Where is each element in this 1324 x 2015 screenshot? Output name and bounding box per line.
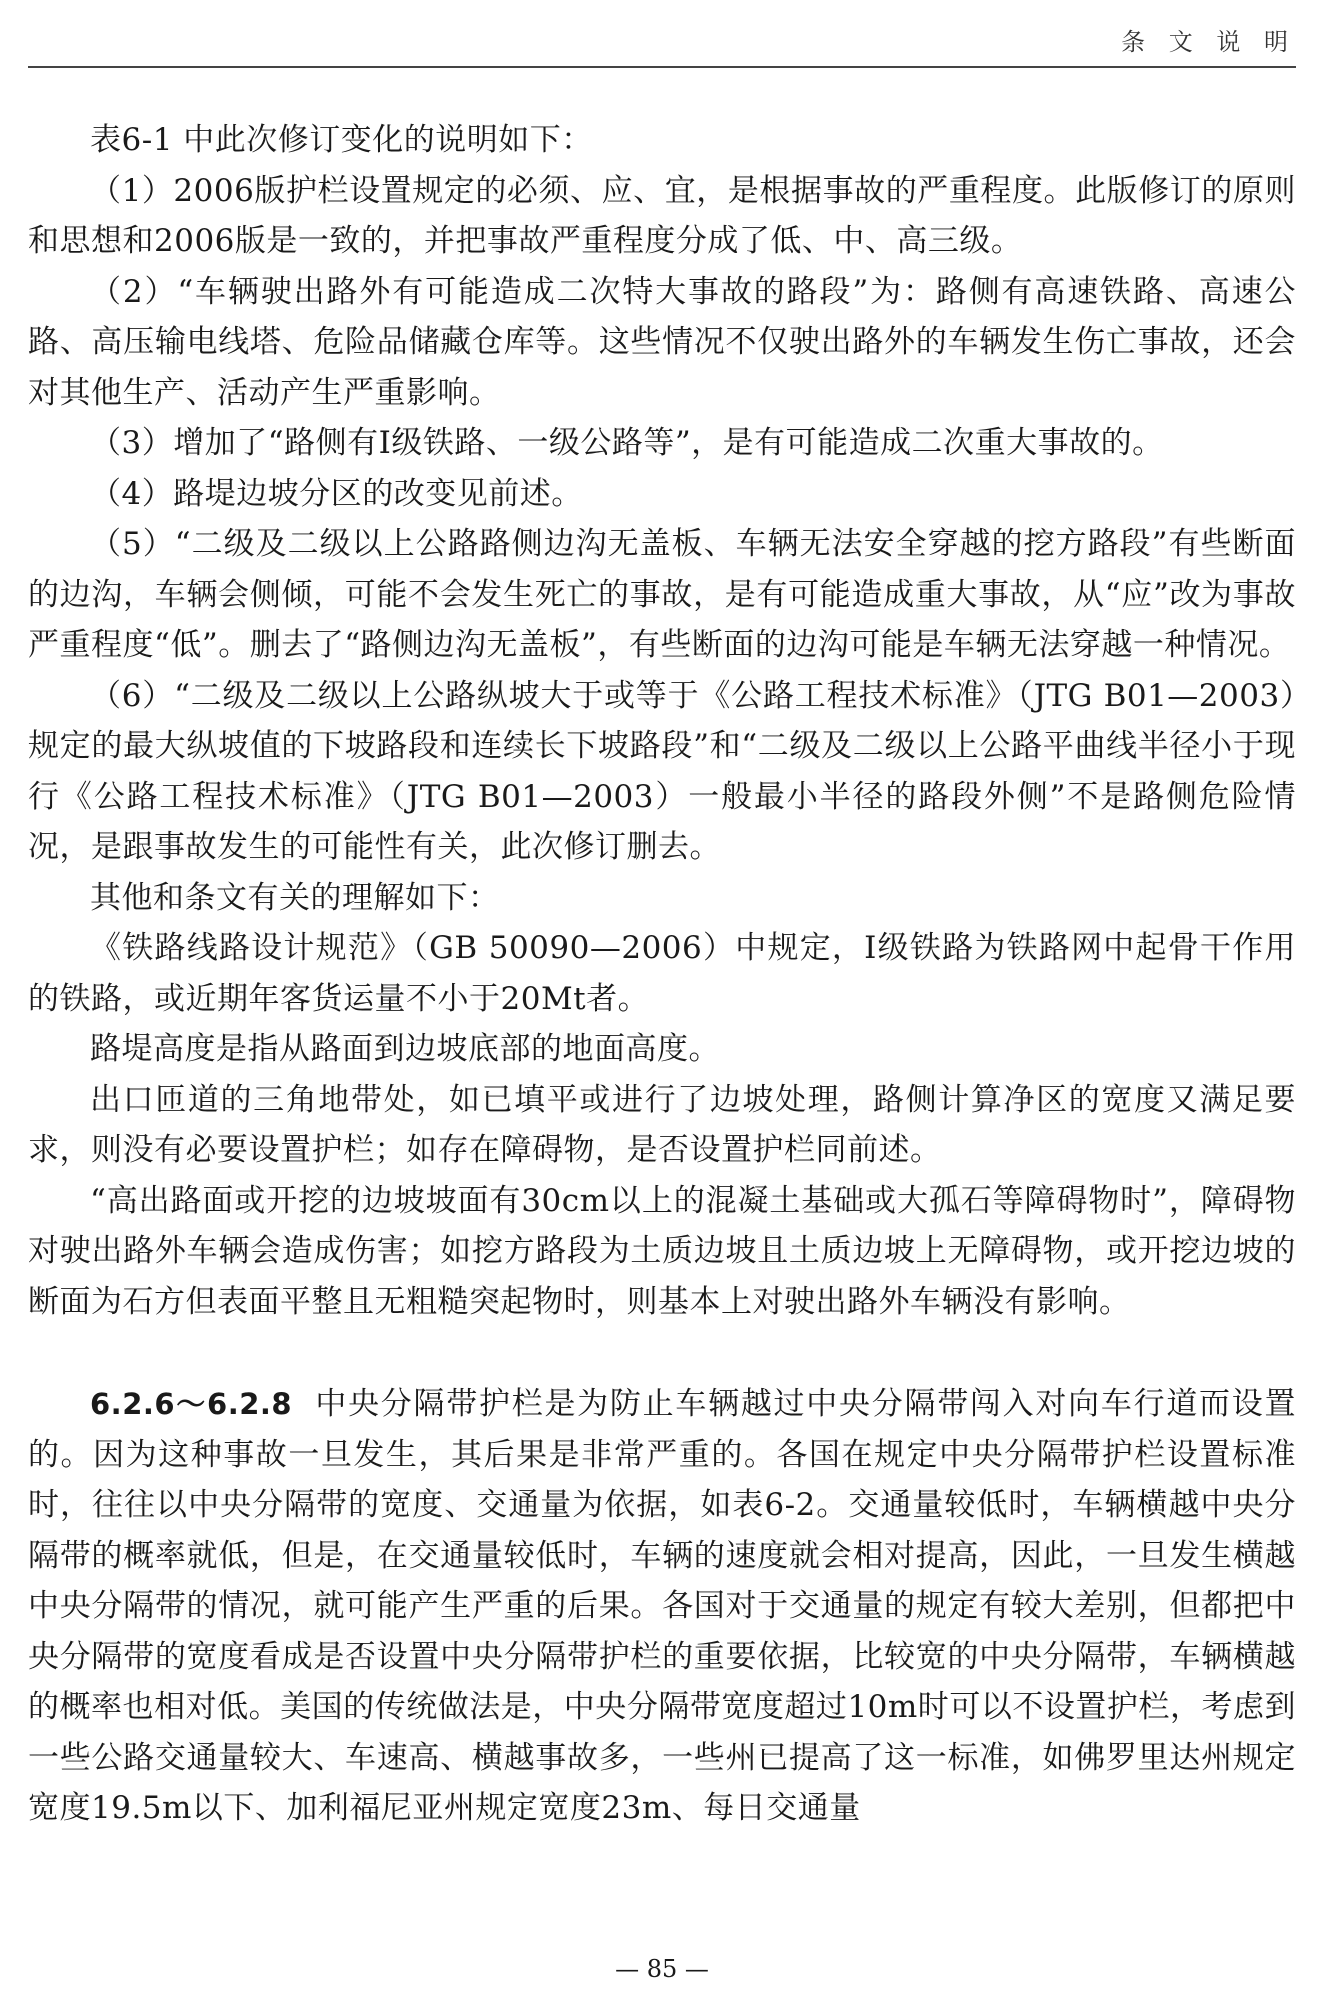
page-number: — 85 — [615, 1955, 709, 1983]
page-body [28, 115, 1296, 1834]
body-paragraph: （3）增加了“路侧有Ⅰ级铁路、一级公路等”，是有可能造成二次重大事故的。 [90, 425, 1164, 461]
body-paragraph: （4）路堤边坡分区的改变见前述。 [90, 475, 583, 512]
body-paragraph: 表6-1 中此次修订变化的说明如下： [90, 122, 593, 158]
body-paragraph: （1）2006版护栏设置规定的必须、应、宜，是根据事故的严重程度。此版修订的原则和思想和2006版是一致的，并把事故严重程度分成了低、中、高三级。 [28, 172, 1296, 259]
body-paragraph: （6）“二级及二级以上公路纵坡大于或等于《公路工程技术标准》（JTG B01—2003）规定的最大纵坡值的下坡路段和连续长下坡路段”和“二级及二级以上公路平曲线半径小于现行《公路工程技术标准》（JTG B01—2003）一般最小半径的路段外侧”不是路侧危险情况，是跟事故发生的可能性有关，此次修订删去。 [28, 677, 1296, 865]
running-header: 条 文 说 明 [1121, 28, 1296, 56]
body-paragraph: “高出路面或开挖的边坡坡面有30cm以上的混凝土基础或大孤石等障碍物时”，障碍物对驶出路外车辆会造成伤害；如挖方路段为土质边坡且土质边坡上无障碍物，或开挖边坡的断面为石方但表面平整且无粗糙突起物时，则基本上对驶出路外车辆没有影响。 [28, 1182, 1296, 1320]
body-paragraph: 其他和条文有关的理解如下： [90, 879, 500, 916]
body-paragraph: 《铁路线路设计规范》（GB 50090—2006）中规定，Ⅰ级铁路为铁路网中起骨干作用的铁路，或近期年客货运量不小于20Mt者。 [28, 930, 1296, 1017]
section-text: 中央分隔带护栏是为防止车辆越过中央分隔带闯入对向车行道而设置的。因为这种事故一旦发生，其后果是非常严重的。各国在规定中央分隔带护栏设置标准时，往往以中央分隔带的宽度、交通量为依据，如表6-2。交通量较低时，车辆横越中央分隔带的概率就低，但是，在交通量较低时，车辆的速度就会相对提高，因此，一旦发生横越中央分隔带的情况，就可能产生严重的后果。各国对于交通量的规定有较大差别，但都把中央分隔带的宽度看成是否设置中央分隔带护栏的重要依据，比较宽的中央分隔带，车辆横越的概率也相对低。美国的传统做法是，中央分隔带宽度超过10m时可以不设置护栏，考虑到一些公路交通量较大、车速高、横越事故多，一些州已提高了这一标准，如佛罗里达州规定宽度19.5m以下、加利福尼亚州规定宽度23m、每日交通量 [28, 1386, 1297, 1826]
body-paragraph: （2）“车辆驶出路外有可能造成二次特大事故的路段”为：路侧有高速铁路、高速公路、高压输电线塔、危险品储藏仓库等。这些情况不仅驶出路外的车辆发生伤亡事故，还会对其他生产、活动产生严重影响。 [28, 273, 1296, 411]
body-paragraph: 出口匝道的三角地带处，如已填平或进行了边坡处理，路侧计算净区的宽度又满足要求，则没有必要设置护栏；如存在障碍物，是否设置护栏同前述。 [28, 1081, 1296, 1168]
body-paragraph: （5）“二级及二级以上公路路侧边沟无盖板、车辆无法安全穿越的挖方路段”有些断面的边沟，车辆会侧倾，可能不会发生死亡的事故，是有可能造成重大事故，从“应”改为事故严重程度“低”。删去了“路侧边沟无盖板”，有些断面的边沟可能是车辆无法穿越一种情况。 [28, 526, 1296, 663]
section-paragraph [28, 1379, 1296, 1834]
header-rule [28, 66, 1296, 68]
body-paragraph: 路堤高度是指从路面到边坡底部的地面高度。 [90, 1031, 720, 1067]
section-number: 6.2.6～6.2.8 [90, 1387, 293, 1421]
